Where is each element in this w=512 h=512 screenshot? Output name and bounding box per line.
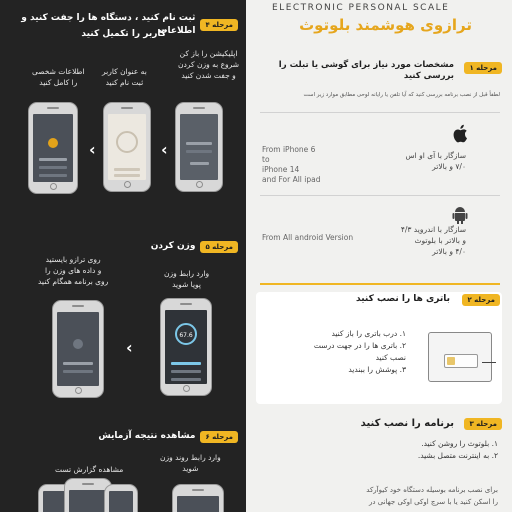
phone-trend (172, 484, 224, 512)
chevron-left-icon: ‹ (126, 338, 133, 357)
phone-profile (28, 102, 78, 194)
step2-title: باتری ها را نصب کنید (356, 294, 450, 304)
step1-badge: مرحله ۱ (464, 62, 502, 74)
phone-sync (52, 300, 104, 398)
weight-reading: 67.6 (179, 332, 193, 339)
step6-header (98, 430, 238, 443)
step4-badge: مرحله ۴ (200, 19, 238, 31)
step3-badge: مرحله ۳ (464, 418, 502, 430)
instructions-dark-panel (0, 0, 246, 512)
android-compat: سازگار با اندروید ۴/۳ و بالاتر با بلوتوث ۴/۰ و بالاتر (400, 225, 466, 256)
step2-badge: مرحله ۲ (462, 294, 500, 306)
step4-caption-mid: به عنوان کاربر ثبت نام کنید (102, 67, 147, 87)
instructions-light-panel (246, 0, 512, 512)
step6-title: مشاهده نتیجه آزمایش (98, 431, 196, 441)
step5-badge: مرحله ۵ (200, 241, 238, 253)
step4-title-line1: ثبت نام کنید ، دستگاه ها را جفت کنید و اطلاعات (21, 13, 196, 36)
step5-caption-left: روی ترازو بایستید و داده های وزن را روی برنامه همگام کنید (38, 255, 109, 286)
step6-caption-right: وارد رابط روند وزن شوید (160, 453, 221, 473)
product-title: ترازوی هوشمند بلوتوث (299, 16, 472, 34)
battery-icon (444, 354, 478, 368)
brand-header: ELECTRONIC PERSONAL SCALE (272, 3, 450, 13)
chevron-left-icon: ‹ (89, 140, 96, 159)
step5-caption-right: وارد رابط وزن پویا شوید (164, 269, 210, 289)
ios-models: From iPhone 6 to iPhone 14 and For All ipad (262, 145, 321, 184)
phone-app-open (175, 102, 223, 192)
step4-caption-left: اطلاعات شخصی را کامل کنید (32, 67, 85, 87)
step5-header (151, 240, 238, 253)
step1-title: مشخصات مورد نیاز برای گوشی یا تبلت را بررسی کنید (278, 60, 454, 81)
ios-compat: سازگار با آی او اس ۷/۰ و بالاتر (405, 151, 466, 171)
phone-report-3 (104, 484, 138, 512)
android-models: From All android Version (262, 233, 354, 242)
step6-caption-left: مشاهده گزارش تست (55, 465, 124, 474)
apple-logo-icon (452, 124, 468, 147)
chevron-left-icon: ‹ (161, 140, 168, 159)
phone-register (103, 102, 151, 192)
step1-note: لطفاً قبل از نصب برنامه بررسی کنید که آیا تلفن یا رایانه لوحی مطابق موارد زیر است (303, 92, 500, 98)
step3-list: ۱. بلوتوث را روشن کنید. ۲. به اینترنت متصل بشید. (417, 439, 498, 460)
step2-list: ۱. درب باتری را باز کنید ۲. باتری ها را در جهت درست نصب کنید ۳. پوشش را ببندید (313, 329, 406, 374)
step6-badge: مرحله ۶ (200, 431, 238, 443)
phone-weighing (160, 298, 212, 396)
step2-card (256, 292, 502, 404)
step4-title-line2: کاربر را تکمیل کنید (81, 29, 166, 39)
step3-footer: برای نصب برنامه بوسیله دستگاه خود کیوآرکد را اسکن کنید یا با سرچ اوکی اوکی جهانی در (366, 486, 498, 506)
step4-caption-right: اپلیکیشن را باز کن شروع به وزن کردن و جفت شدن کنید (178, 49, 240, 80)
step3-title: برنامه را نصب کنید (360, 418, 454, 429)
step5-title: وزن کردن (150, 241, 196, 251)
